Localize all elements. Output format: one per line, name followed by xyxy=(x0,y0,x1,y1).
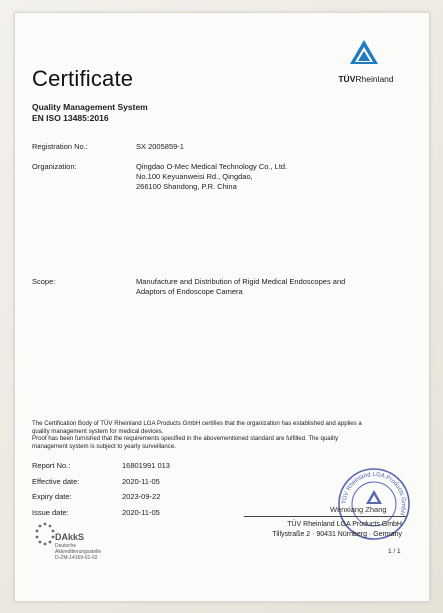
tuv-triangle-logo-icon xyxy=(328,38,400,98)
statement-line2: quality management system for medical devices. xyxy=(32,427,164,435)
statement-line1: The Certification Body of TÜV Rheinland LGA Products GmbH certifies that the organization has established and applies a xyxy=(32,420,362,427)
registration-label: Registration No.: xyxy=(32,142,88,151)
scope-value xyxy=(136,277,345,297)
dakks-line1: Deutsche xyxy=(55,543,77,549)
standard-line1: Quality Management System xyxy=(32,102,148,112)
statement-line3: Proof has been furnished that the requirements specified in the abovementioned standard are fulfilled. The quality xyxy=(32,435,339,443)
organization-line1: Qingdao O-Mec Medical Technology Co., Ltd. xyxy=(136,162,288,171)
organization-value xyxy=(136,162,287,192)
statement-line4: management system is subject to yearly surveillance. xyxy=(32,442,176,450)
organization-line3: 266100 Shandong, P.R. China xyxy=(136,182,237,191)
issuer-line2: Tillystraße 2 · 90431 Nürnberg · Germany xyxy=(272,531,402,538)
report-label: Report No.: xyxy=(32,461,71,470)
issue-value: 2020-11-05 xyxy=(122,508,160,517)
scope-label: Scope: xyxy=(32,277,56,286)
tuv-logo-wordmark xyxy=(330,74,402,84)
organization-line2: No.100 Keyuanweisi Rd., Qingdao, xyxy=(136,172,253,181)
dakks-line2: Akkreditierungsstelle xyxy=(55,549,102,555)
page-number: 1 / 1 xyxy=(388,548,401,555)
certification-statement xyxy=(32,420,412,450)
seal-ring-text: TÜV Rheinland LGA Products GmbH xyxy=(341,471,407,516)
expiry-value: 2023-09-22 xyxy=(122,492,161,501)
scope-line2: Adaptors of Endoscope Camera xyxy=(136,287,243,296)
certificate-title: Certificate xyxy=(32,66,134,91)
report-value: 16801991 013 xyxy=(122,461,170,470)
effective-value: 2020-11-05 xyxy=(122,477,160,486)
logo-brand-bold: TÜV xyxy=(338,74,356,84)
scope-line1: Manufacture and Distribution of Rigid Medical Endoscopes and xyxy=(136,277,346,286)
issuer-line1: TÜV Rheinland LGA Products GmbH xyxy=(287,521,402,528)
dakks-details xyxy=(55,543,135,561)
expiry-label: Expiry date: xyxy=(32,492,72,501)
signatory-name: Wenxiang Zhang xyxy=(330,505,387,514)
dakks-name: DAkkS xyxy=(55,532,85,542)
dakks-line3: D-ZM-14169-01-02 xyxy=(55,555,98,561)
effective-label: Effective date: xyxy=(32,477,80,486)
registration-value: SX 2005859-1 xyxy=(136,142,184,151)
signature-line xyxy=(244,516,406,517)
standard-heading xyxy=(32,102,148,123)
standard-line2: EN ISO 13485:2016 xyxy=(32,112,109,123)
organization-label: Organization: xyxy=(32,162,77,171)
logo-brand-light: Rheinland xyxy=(355,74,394,84)
issue-label: Issue date: xyxy=(32,508,69,517)
